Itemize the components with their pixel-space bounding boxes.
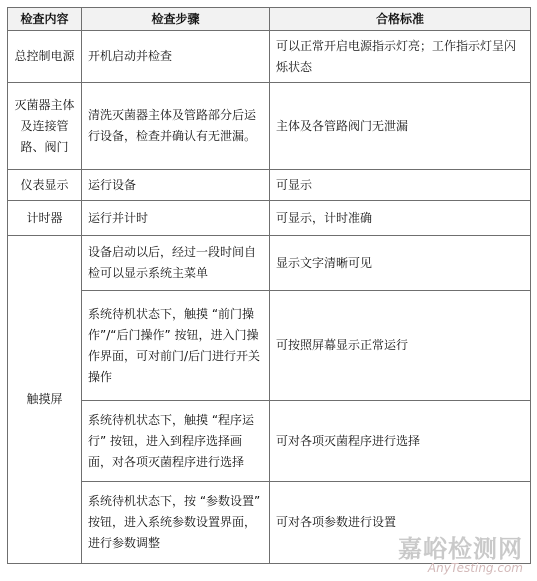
watermark-title: 嘉峪检测网 [398, 535, 523, 563]
step-cell: 开机启动并检查 [82, 31, 270, 83]
inspection-table [7, 7, 531, 564]
step-cell: 系统待机状态下，触摸 “程序运行” 按钮，进入到程序选择画面，对各项灭菌程序进行选择 [82, 401, 270, 482]
table-row [8, 482, 531, 564]
header-pass-standard: 合格标准 [270, 8, 531, 31]
standard-cell: 可显示，计时准确 [270, 201, 531, 236]
item-cell: 总控制电源 [8, 31, 82, 83]
standard-cell: 主体及各管路阀门无泄漏 [270, 83, 531, 170]
step-cell: 系统待机状态下，按 “参数设置” 按钮，进入系统参数设置界面，进行参数调整 [82, 482, 270, 564]
table-row [8, 31, 531, 83]
step-cell: 系统待机状态下，触摸 “前门操作”/“后门操作” 按钮，进入门操作界面，可对前门/后门进行开关操作 [82, 291, 270, 401]
table-row [8, 201, 531, 236]
header-inspection-item: 检查内容 [8, 8, 82, 31]
table-row [8, 170, 531, 201]
table-row [8, 401, 531, 482]
step-cell: 运行设备 [82, 170, 270, 201]
item-cell: 仪表显示 [8, 170, 82, 201]
step-cell: 设备启动以后，经过一段时间自检可以显示系统主菜单 [82, 236, 270, 291]
standard-cell: 可对各项灭菌程序进行选择 [270, 401, 531, 482]
step-cell: 清洗灭菌器主体及管路部分后运行设备，检查并确认有无泄漏。 [82, 83, 270, 170]
watermark-url: AnyTesting.com [427, 561, 523, 575]
standard-cell: 可显示 [270, 170, 531, 201]
standard-cell: 显示文字清晰可见 [270, 236, 531, 291]
header-inspection-step: 检查步骤 [82, 8, 270, 31]
item-cell: 灭菌器主体及连接管路、阀门 [8, 83, 82, 170]
header-row [8, 8, 531, 31]
table-row [8, 83, 531, 170]
standard-cell: 可以正常开启电源指示灯亮；工作指示灯呈闪烁状态 [270, 31, 531, 83]
standard-cell: 可按照屏幕显示正常运行 [270, 291, 531, 401]
item-cell: 触摸屏 [8, 236, 82, 564]
item-cell: 计时器 [8, 201, 82, 236]
table-row [8, 291, 531, 401]
step-cell: 运行并计时 [82, 201, 270, 236]
standard-cell: 可对各项参数进行设置 [270, 482, 531, 564]
table-row [8, 236, 531, 291]
